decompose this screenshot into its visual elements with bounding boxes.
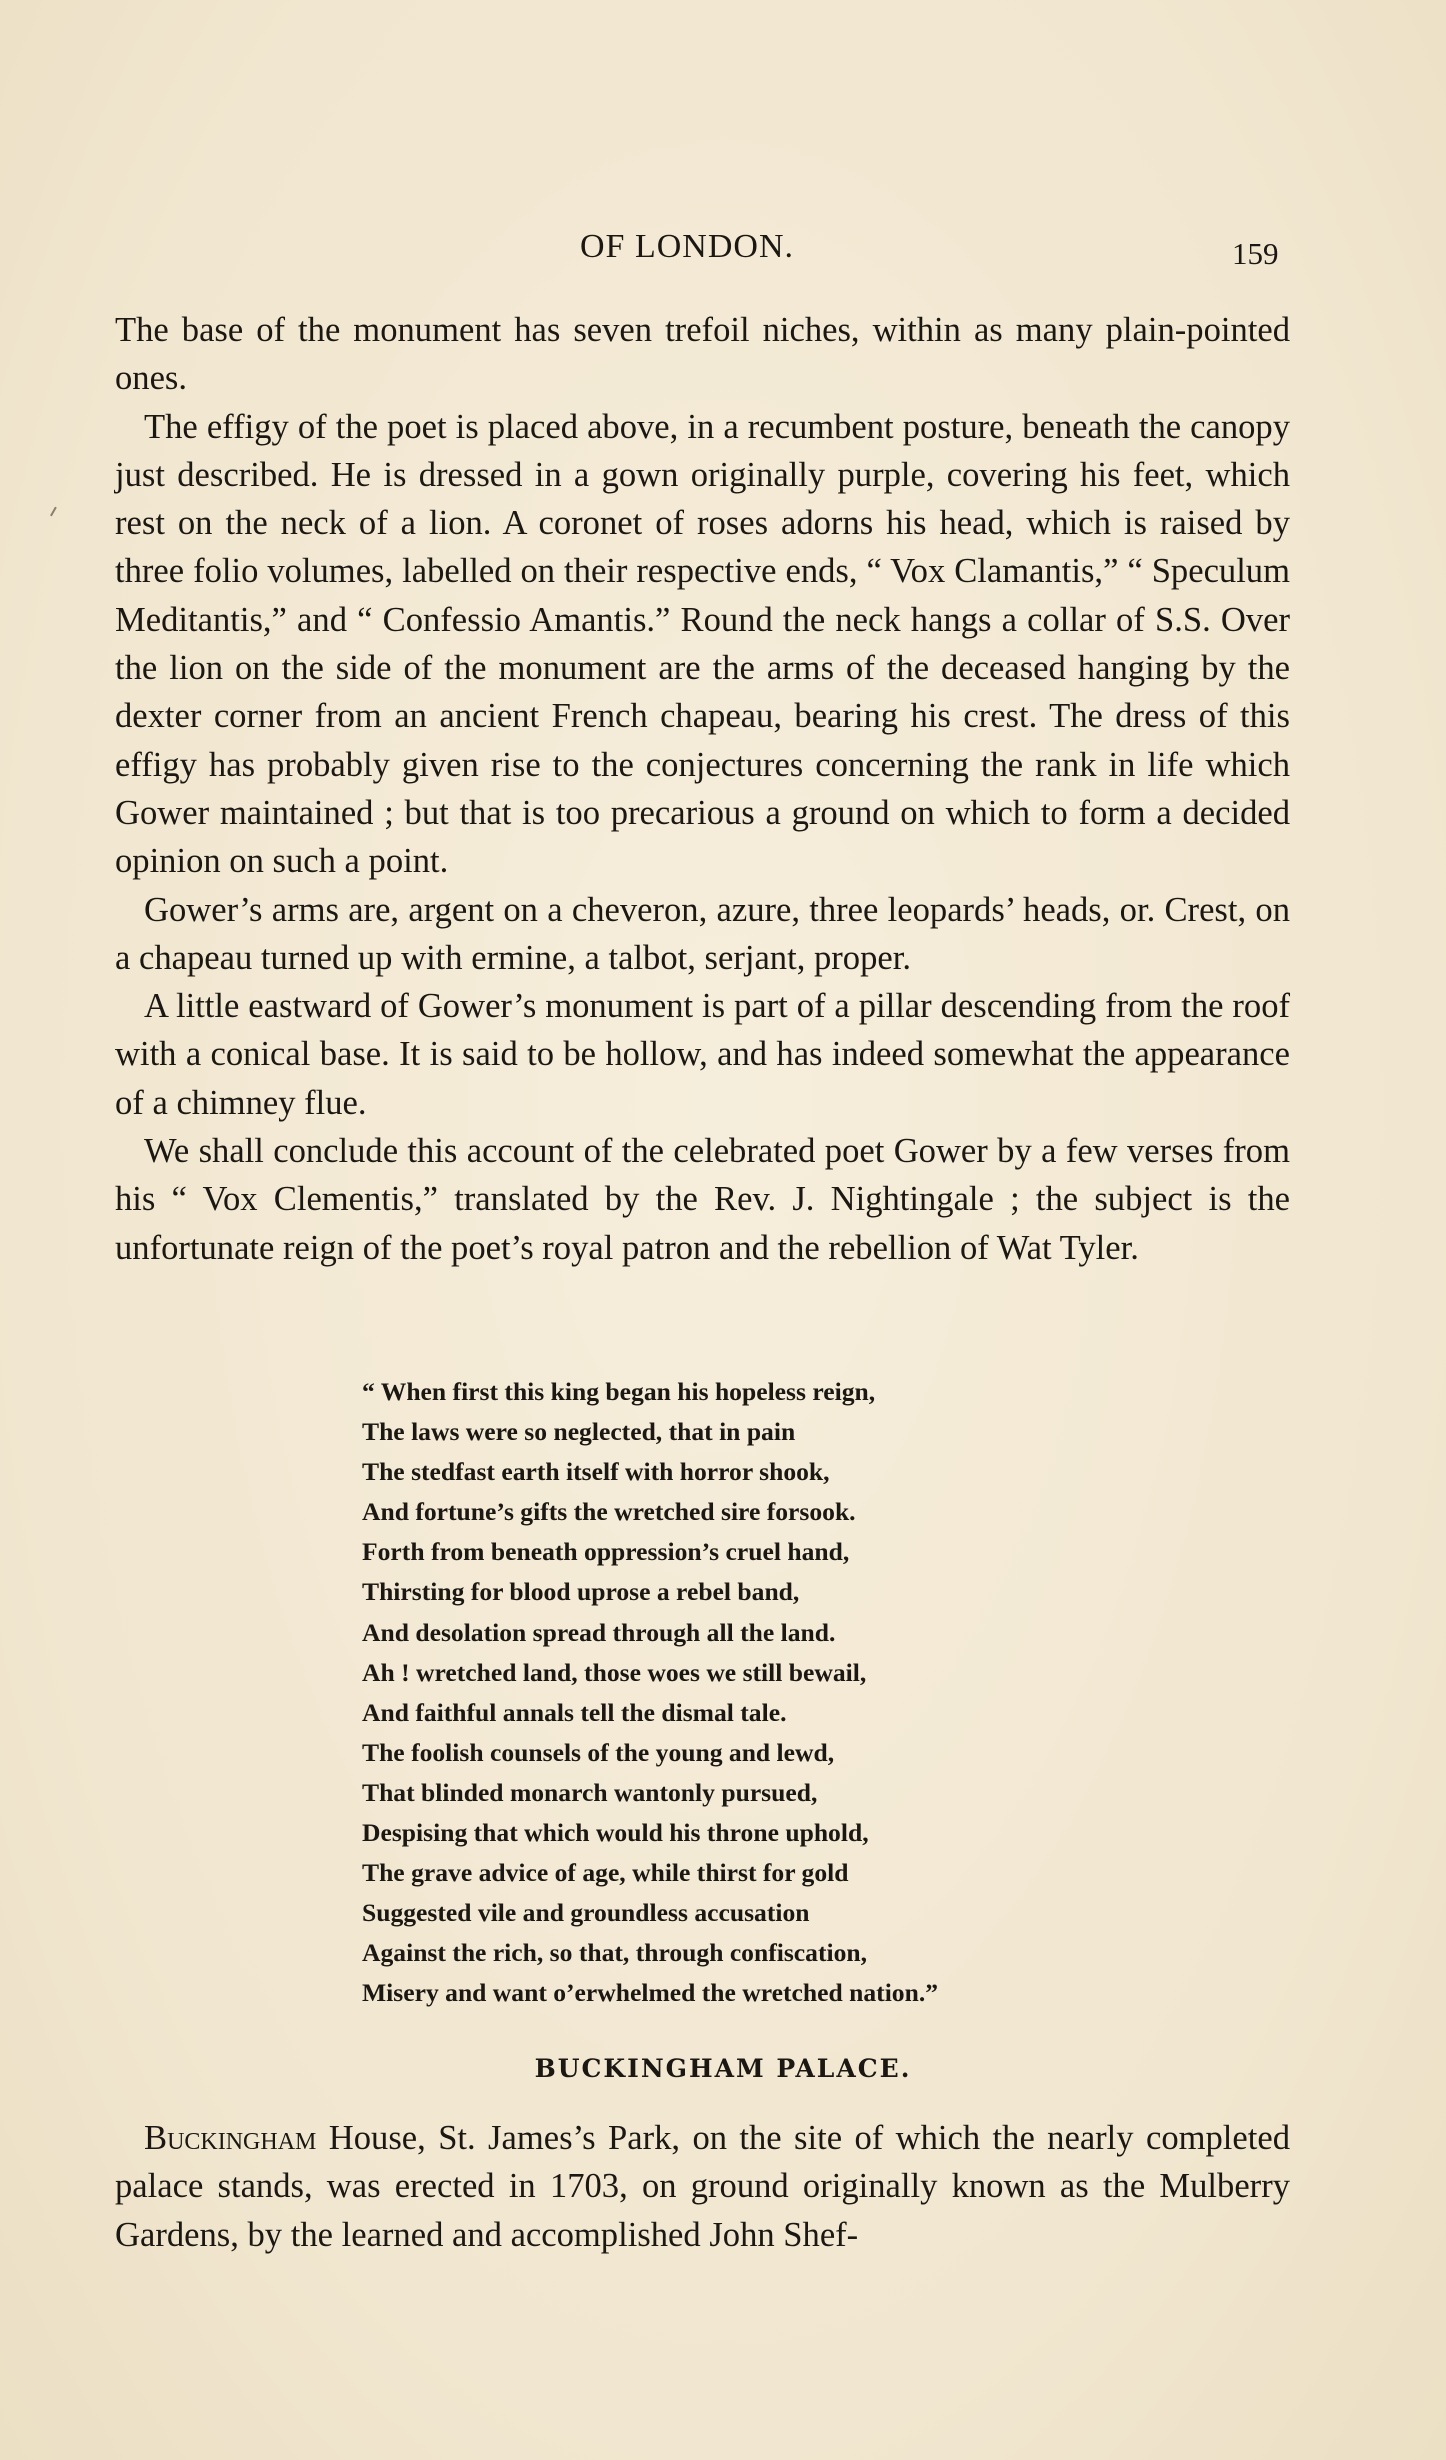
paragraph: A little eastward of Gower’s monument is part of a pillar descending from the roof with a conical base. It is said to be hollow, and has indeed somewhat the appearance of a chimney flue. bbox=[115, 987, 1290, 1122]
poem-line: Misery and want o’erwhelmed the wretched nation.” bbox=[362, 1978, 939, 2008]
lead-word: Buckingham bbox=[144, 2119, 317, 2157]
paragraph: We shall conclude this account of the celebrated poet Gower by a few verses from his “ Vox Clementis,” translated by the Rev. J. Nightingale ; the subject is the unfortunate reign of the poet’s royal patron and the rebellion of Wat Tyler. bbox=[115, 1132, 1290, 1267]
section-text bbox=[115, 2114, 1290, 2259]
poem-line: “ When first this king began his hopeless reign, bbox=[362, 1377, 876, 1406]
paragraph-body: House, St. James’s Park, on the site of which the nearly completed palace stands, was erected in 1703, on ground originally known as the Mulberry Gardens, by the learned and accomplished John Shef- bbox=[115, 2119, 1290, 2254]
paragraph: The base of the monument has seven trefoil niches, within as many plain-pointed ones. bbox=[115, 311, 1290, 398]
poem-line: Ah ! wretched land, those woes we still bewail, bbox=[362, 1657, 867, 1687]
page-number: 159 bbox=[1232, 236, 1279, 271]
main-text bbox=[115, 306, 1290, 1272]
poem-line: The foolish counsels of the young and lewd, bbox=[362, 1737, 835, 1767]
poem-line: Despising that which would his throne uphold, bbox=[362, 1818, 869, 1848]
section-heading: BUCKINGHAM PALACE. bbox=[534, 2054, 912, 2083]
poem-line: Suggested vile and groundless accusation bbox=[362, 1898, 810, 1928]
poem-line: And desolation spread through all the land. bbox=[362, 1617, 836, 1647]
margin-mark-icon bbox=[50, 507, 62, 520]
running-head: OF LONDON. bbox=[580, 228, 794, 265]
paragraph: The effigy of the poet is placed above, in a recumbent posture, beneath the canopy just described. He is dressed in a gown originally purple, covering his feet, which rest on the neck of a lion. A coronet of roses adorns his head, which is raised by three folio volumes, labelled on their respective ends, “ Vox Clamantis,” “ Speculum Meditantis,” and “ Confessio Amantis.” Round the neck hangs a collar of S.S. Over the lion on the side of the monument are the arms of the deceased hanging by the dexter corner from an ancient French chapeau, bearing his crest. The dress of this effigy has probably given rise to the conjectures concerning the rank in life which Gower maintained ; but that is too precarious a ground on which to form a decided opinion on such a point. bbox=[115, 407, 1290, 881]
paragraph bbox=[115, 2114, 1290, 2259]
poem-quotation bbox=[362, 1372, 1122, 2014]
poem-line: The stedfast earth itself with horror shook, bbox=[362, 1457, 830, 1487]
poem-line: Forth from beneath oppression’s cruel hand, bbox=[362, 1537, 850, 1567]
poem-line: The grave advice of age, while thirst for gold bbox=[362, 1858, 849, 1888]
poem-line: Against the rich, so that, through confiscation, bbox=[362, 1938, 868, 1968]
poem-line: Thirsting for blood uprose a rebel band, bbox=[362, 1577, 800, 1607]
paragraph: Gower’s arms are, argent on a cheveron, azure, three leopards’ heads, or. Crest, on a chapeau turned up with ermine, a talbot, serjant, proper. bbox=[115, 890, 1290, 977]
poem-line: The laws were so neglected, that in pain bbox=[362, 1417, 796, 1447]
poem-line: And faithful annals tell the dismal tale. bbox=[362, 1697, 787, 1727]
poem-line: That blinded monarch wantonly pursued, bbox=[362, 1777, 818, 1807]
poem-line: And fortune’s gifts the wretched sire forsook. bbox=[362, 1497, 856, 1527]
